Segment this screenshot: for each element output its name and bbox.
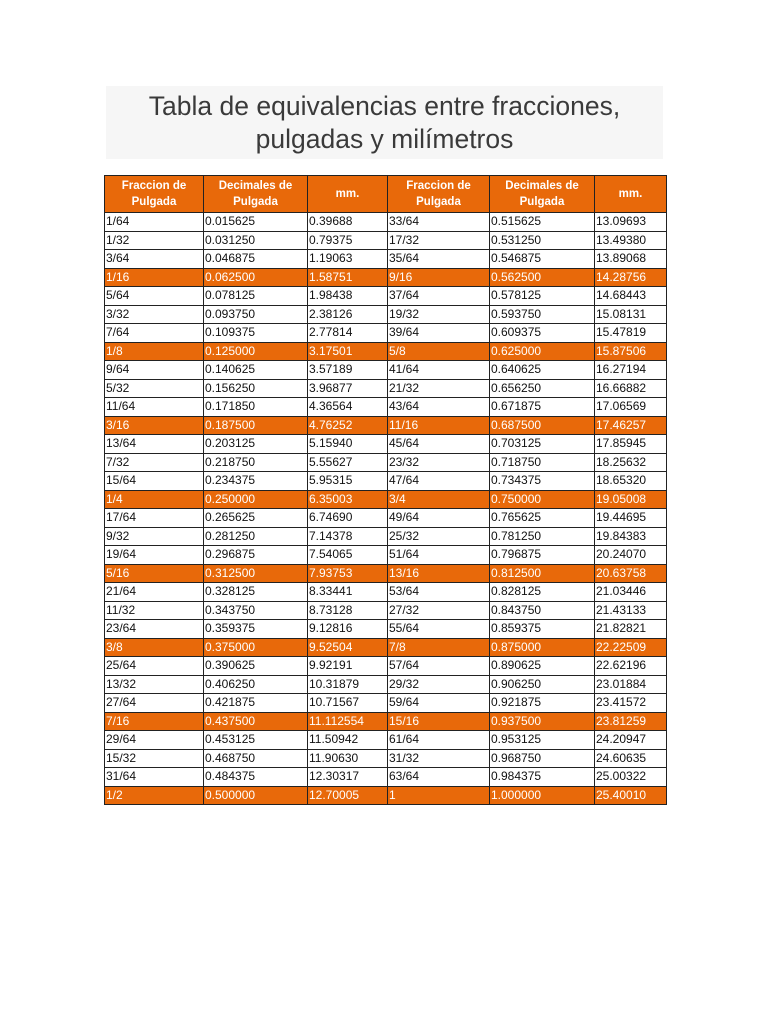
cell-decimal: 0.156250 [204, 379, 308, 398]
cell-mm: 8.33441 [308, 583, 388, 602]
cell-mm: 17.46257 [595, 416, 667, 435]
cell-decimal: 0.937500 [490, 712, 595, 731]
table-row [105, 305, 667, 324]
cell-decimal: 1.000000 [490, 786, 595, 805]
cell-fraction: 3/32 [105, 305, 204, 324]
table-row [105, 472, 667, 491]
table-body [105, 213, 667, 805]
cell-decimal: 0.593750 [490, 305, 595, 324]
table-row [105, 250, 667, 269]
table-row [105, 694, 667, 713]
cell-fraction: 3/16 [105, 416, 204, 435]
table-header-row [105, 176, 667, 213]
table-row [105, 601, 667, 620]
table-row [105, 342, 667, 361]
cell-mm: 13.89068 [595, 250, 667, 269]
cell-mm: 5.95315 [308, 472, 388, 491]
table-row [105, 620, 667, 639]
cell-fraction: 5/8 [388, 342, 490, 361]
cell-fraction: 3/64 [105, 250, 204, 269]
cell-decimal: 0.140625 [204, 361, 308, 380]
cell-decimal: 0.625000 [490, 342, 595, 361]
cell-decimal: 0.218750 [204, 453, 308, 472]
cell-mm: 2.38126 [308, 305, 388, 324]
cell-fraction: 1/16 [105, 268, 204, 287]
header-decimal-right: Decimales de Pulgada [490, 176, 595, 213]
cell-mm: 18.65320 [595, 472, 667, 491]
cell-mm: 11.90630 [308, 749, 388, 768]
cell-mm: 23.41572 [595, 694, 667, 713]
cell-decimal: 0.171850 [204, 398, 308, 417]
cell-decimal: 0.437500 [204, 712, 308, 731]
cell-decimal: 0.578125 [490, 287, 595, 306]
cell-mm: 1.58751 [308, 268, 388, 287]
table-row [105, 564, 667, 583]
cell-mm: 8.73128 [308, 601, 388, 620]
cell-fraction: 1/32 [105, 231, 204, 250]
cell-decimal: 0.734375 [490, 472, 595, 491]
cell-decimal: 0.281250 [204, 527, 308, 546]
cell-decimal: 0.968750 [490, 749, 595, 768]
table-row [105, 583, 667, 602]
cell-mm: 20.63758 [595, 564, 667, 583]
cell-mm: 22.62196 [595, 657, 667, 676]
table-row [105, 231, 667, 250]
cell-mm: 1.98438 [308, 287, 388, 306]
cell-decimal: 0.843750 [490, 601, 595, 620]
cell-fraction: 3/8 [105, 638, 204, 657]
cell-decimal: 0.859375 [490, 620, 595, 639]
header-fraction-left: Fraccion de Pulgada [105, 176, 204, 213]
table-row [105, 509, 667, 528]
cell-decimal: 0.890625 [490, 657, 595, 676]
cell-fraction: 15/64 [105, 472, 204, 491]
cell-mm: 25.00322 [595, 768, 667, 787]
cell-fraction: 5/64 [105, 287, 204, 306]
cell-decimal: 0.234375 [204, 472, 308, 491]
cell-fraction: 13/32 [105, 675, 204, 694]
cell-decimal: 0.015625 [204, 213, 308, 232]
cell-mm: 19.84383 [595, 527, 667, 546]
cell-decimal: 0.078125 [204, 287, 308, 306]
cell-mm: 24.60635 [595, 749, 667, 768]
cell-decimal: 0.953125 [490, 731, 595, 750]
cell-fraction: 5/16 [105, 564, 204, 583]
cell-decimal: 0.109375 [204, 324, 308, 343]
cell-decimal: 0.609375 [490, 324, 595, 343]
cell-mm: 16.66882 [595, 379, 667, 398]
cell-mm: 14.68443 [595, 287, 667, 306]
equivalence-table [104, 175, 667, 805]
cell-fraction: 5/32 [105, 379, 204, 398]
cell-mm: 3.96877 [308, 379, 388, 398]
table-row [105, 361, 667, 380]
cell-decimal: 0.515625 [490, 213, 595, 232]
cell-fraction: 7/64 [105, 324, 204, 343]
cell-mm: 15.47819 [595, 324, 667, 343]
cell-fraction: 19/64 [105, 546, 204, 565]
cell-decimal: 0.359375 [204, 620, 308, 639]
cell-mm: 21.43133 [595, 601, 667, 620]
cell-fraction: 7/32 [105, 453, 204, 472]
cell-mm: 16.27194 [595, 361, 667, 380]
cell-mm: 24.20947 [595, 731, 667, 750]
cell-fraction: 1 [388, 786, 490, 805]
cell-fraction: 55/64 [388, 620, 490, 639]
cell-decimal: 0.328125 [204, 583, 308, 602]
cell-fraction: 37/64 [388, 287, 490, 306]
cell-decimal: 0.531250 [490, 231, 595, 250]
cell-decimal: 0.781250 [490, 527, 595, 546]
cell-mm: 21.03446 [595, 583, 667, 602]
table-row [105, 435, 667, 454]
cell-decimal: 0.093750 [204, 305, 308, 324]
cell-fraction: 7/8 [388, 638, 490, 657]
header-mm-left: mm. [308, 176, 388, 213]
cell-mm: 20.24070 [595, 546, 667, 565]
cell-fraction: 41/64 [388, 361, 490, 380]
cell-decimal: 0.312500 [204, 564, 308, 583]
cell-fraction: 1/8 [105, 342, 204, 361]
cell-decimal: 0.703125 [490, 435, 595, 454]
cell-decimal: 0.656250 [490, 379, 595, 398]
table-row [105, 749, 667, 768]
cell-mm: 23.01884 [595, 675, 667, 694]
cell-fraction: 51/64 [388, 546, 490, 565]
cell-fraction: 35/64 [388, 250, 490, 269]
cell-decimal: 0.203125 [204, 435, 308, 454]
cell-fraction: 27/32 [388, 601, 490, 620]
cell-fraction: 17/64 [105, 509, 204, 528]
cell-mm: 13.49380 [595, 231, 667, 250]
cell-decimal: 0.062500 [204, 268, 308, 287]
cell-mm: 7.93753 [308, 564, 388, 583]
table-row [105, 453, 667, 472]
cell-fraction: 53/64 [388, 583, 490, 602]
table-row [105, 490, 667, 509]
cell-decimal: 0.671875 [490, 398, 595, 417]
header-decimal-left: Decimales de Pulgada [204, 176, 308, 213]
table-row [105, 527, 667, 546]
cell-fraction: 9/16 [388, 268, 490, 287]
cell-decimal: 0.046875 [204, 250, 308, 269]
table-row [105, 379, 667, 398]
header-fraction-right: Fraccion de Pulgada [388, 176, 490, 213]
cell-decimal: 0.765625 [490, 509, 595, 528]
cell-mm: 3.17501 [308, 342, 388, 361]
document-title [106, 86, 663, 159]
cell-decimal: 0.453125 [204, 731, 308, 750]
cell-fraction: 63/64 [388, 768, 490, 787]
cell-fraction: 61/64 [388, 731, 490, 750]
cell-fraction: 33/64 [388, 213, 490, 232]
cell-fraction: 25/64 [105, 657, 204, 676]
cell-mm: 23.81259 [595, 712, 667, 731]
cell-decimal: 0.546875 [490, 250, 595, 269]
cell-mm: 7.14378 [308, 527, 388, 546]
table-row [105, 287, 667, 306]
cell-fraction: 11/16 [388, 416, 490, 435]
cell-fraction: 11/32 [105, 601, 204, 620]
cell-fraction: 45/64 [388, 435, 490, 454]
cell-fraction: 31/64 [105, 768, 204, 787]
cell-decimal: 0.796875 [490, 546, 595, 565]
cell-fraction: 1/2 [105, 786, 204, 805]
cell-mm: 22.22509 [595, 638, 667, 657]
cell-decimal: 0.343750 [204, 601, 308, 620]
cell-fraction: 1/4 [105, 490, 204, 509]
cell-mm: 10.31879 [308, 675, 388, 694]
cell-fraction: 57/64 [388, 657, 490, 676]
cell-fraction: 3/4 [388, 490, 490, 509]
cell-mm: 4.76252 [308, 416, 388, 435]
cell-mm: 7.54065 [308, 546, 388, 565]
table-row [105, 213, 667, 232]
cell-decimal: 0.906250 [490, 675, 595, 694]
cell-mm: 5.15940 [308, 435, 388, 454]
cell-mm: 10.71567 [308, 694, 388, 713]
cell-mm: 5.55627 [308, 453, 388, 472]
table-row [105, 398, 667, 417]
cell-fraction: 39/64 [388, 324, 490, 343]
cell-mm: 19.05008 [595, 490, 667, 509]
cell-mm: 9.12816 [308, 620, 388, 639]
cell-mm: 6.74690 [308, 509, 388, 528]
cell-decimal: 0.125000 [204, 342, 308, 361]
cell-decimal: 0.484375 [204, 768, 308, 787]
table-row [105, 675, 667, 694]
table-row [105, 731, 667, 750]
cell-mm: 0.39688 [308, 213, 388, 232]
cell-fraction: 27/64 [105, 694, 204, 713]
cell-decimal: 0.500000 [204, 786, 308, 805]
cell-decimal: 0.296875 [204, 546, 308, 565]
cell-mm: 9.52504 [308, 638, 388, 657]
cell-mm: 19.44695 [595, 509, 667, 528]
cell-fraction: 59/64 [388, 694, 490, 713]
cell-fraction: 49/64 [388, 509, 490, 528]
cell-mm: 14.28756 [595, 268, 667, 287]
cell-fraction: 13/64 [105, 435, 204, 454]
table-row [105, 712, 667, 731]
cell-mm: 1.19063 [308, 250, 388, 269]
cell-fraction: 7/16 [105, 712, 204, 731]
cell-decimal: 0.750000 [490, 490, 595, 509]
cell-mm: 11.50942 [308, 731, 388, 750]
cell-decimal: 0.468750 [204, 749, 308, 768]
cell-decimal: 0.265625 [204, 509, 308, 528]
cell-fraction: 15/16 [388, 712, 490, 731]
cell-decimal: 0.375000 [204, 638, 308, 657]
cell-fraction: 19/32 [388, 305, 490, 324]
cell-mm: 11.112554 [308, 712, 388, 731]
cell-decimal: 0.187500 [204, 416, 308, 435]
cell-mm: 18.25632 [595, 453, 667, 472]
cell-decimal: 0.718750 [490, 453, 595, 472]
cell-fraction: 17/32 [388, 231, 490, 250]
cell-decimal: 0.984375 [490, 768, 595, 787]
cell-fraction: 9/32 [105, 527, 204, 546]
cell-fraction: 25/32 [388, 527, 490, 546]
cell-mm: 15.87506 [595, 342, 667, 361]
cell-fraction: 29/32 [388, 675, 490, 694]
cell-fraction: 21/64 [105, 583, 204, 602]
cell-decimal: 0.812500 [490, 564, 595, 583]
cell-fraction: 13/16 [388, 564, 490, 583]
cell-fraction: 1/64 [105, 213, 204, 232]
cell-mm: 12.70005 [308, 786, 388, 805]
table-row [105, 416, 667, 435]
cell-mm: 12.30317 [308, 768, 388, 787]
cell-decimal: 0.421875 [204, 694, 308, 713]
cell-fraction: 29/64 [105, 731, 204, 750]
cell-decimal: 0.640625 [490, 361, 595, 380]
cell-mm: 6.35003 [308, 490, 388, 509]
cell-fraction: 21/32 [388, 379, 490, 398]
table-row [105, 324, 667, 343]
cell-decimal: 0.921875 [490, 694, 595, 713]
cell-decimal: 0.390625 [204, 657, 308, 676]
cell-fraction: 15/32 [105, 749, 204, 768]
cell-decimal: 0.031250 [204, 231, 308, 250]
title-line-2: pulgadas y milímetros [255, 123, 514, 154]
cell-decimal: 0.875000 [490, 638, 595, 657]
cell-fraction: 43/64 [388, 398, 490, 417]
cell-mm: 15.08131 [595, 305, 667, 324]
cell-mm: 21.82821 [595, 620, 667, 639]
header-mm-right: mm. [595, 176, 667, 213]
cell-decimal: 0.250000 [204, 490, 308, 509]
cell-decimal: 0.406250 [204, 675, 308, 694]
table-row [105, 768, 667, 787]
cell-fraction: 23/32 [388, 453, 490, 472]
table-row [105, 786, 667, 805]
cell-mm: 4.36564 [308, 398, 388, 417]
cell-mm: 17.85945 [595, 435, 667, 454]
cell-fraction: 31/32 [388, 749, 490, 768]
table-row [105, 638, 667, 657]
cell-mm: 0.79375 [308, 231, 388, 250]
cell-mm: 17.06569 [595, 398, 667, 417]
cell-decimal: 0.562500 [490, 268, 595, 287]
cell-fraction: 23/64 [105, 620, 204, 639]
cell-decimal: 0.828125 [490, 583, 595, 602]
cell-fraction: 11/64 [105, 398, 204, 417]
cell-mm: 9.92191 [308, 657, 388, 676]
cell-fraction: 9/64 [105, 361, 204, 380]
cell-fraction: 47/64 [388, 472, 490, 491]
cell-mm: 3.57189 [308, 361, 388, 380]
title-line-1: Tabla de equivalencias entre fracciones, [148, 90, 621, 121]
table-row [105, 546, 667, 565]
cell-mm: 25.40010 [595, 786, 667, 805]
cell-decimal: 0.687500 [490, 416, 595, 435]
cell-mm: 13.09693 [595, 213, 667, 232]
table-row [105, 657, 667, 676]
table-row [105, 268, 667, 287]
cell-mm: 2.77814 [308, 324, 388, 343]
